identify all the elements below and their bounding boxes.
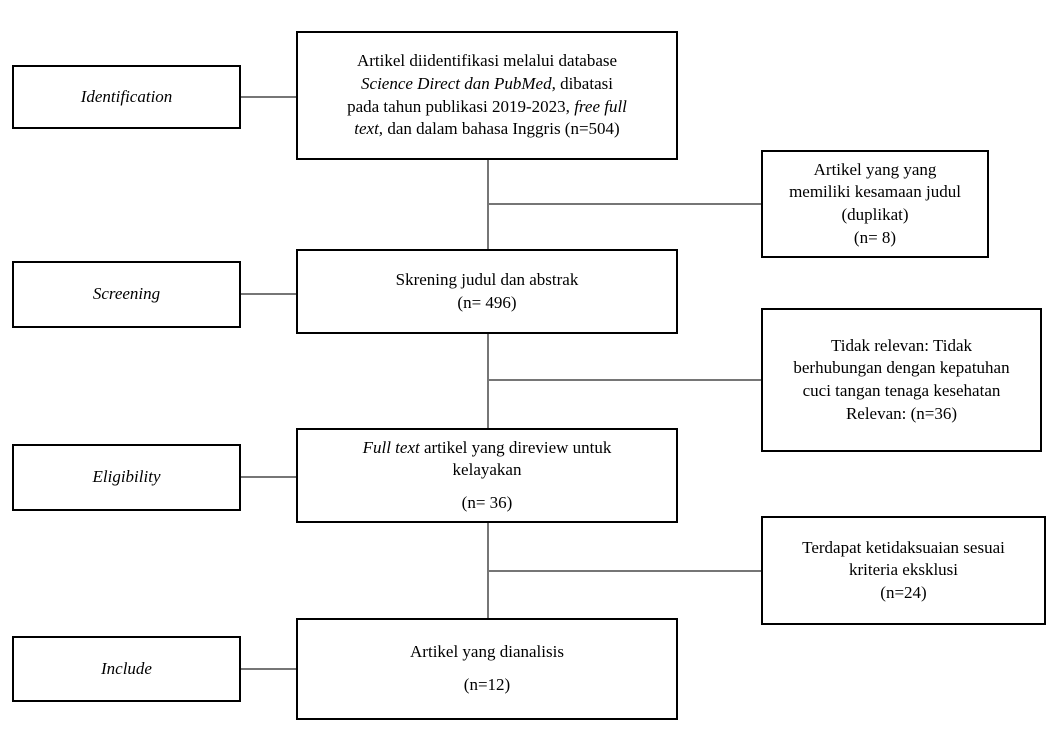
identified-line-3 [347,96,627,119]
stage-box-screening [12,261,241,328]
identified-line-2-italic: Science Direct dan PubMed, [361,73,556,93]
box-irrelevant-excluded [761,308,1042,452]
box-articles-analyzed [296,618,678,720]
connector-screened-to-fulltext [487,334,489,428]
connector-eligibility-to-center [241,476,296,478]
box-duplicates-removed [761,150,989,258]
fulltext-count: (n= 36) [461,492,513,512]
analyzed-line-1: Artikel yang dianalisis [410,642,564,662]
connector-include-to-center [241,668,296,670]
irrelevant-line-2: berhubungan dengan kepatuhan [793,358,1010,378]
irrelevant-line-3: cuci tangan tenaga kesehatan [802,381,1001,400]
stage-box-eligibility [12,444,241,511]
duplicates-line-2: memiliki kesamaan judul [789,182,961,202]
identified-line-1 [357,50,617,73]
duplicates-line-3: (duplikat) [841,205,909,224]
identified-line-1-text: Artikel diidentifikasi melalui database [356,51,618,71]
connector-identification-to-center [241,96,296,98]
connector-branch-duplicates [488,203,761,205]
exclusion-line-2: kriteria eksklusi [848,560,959,580]
connector-screening-to-center [241,293,296,295]
fulltext-line-2: kelayakan [452,460,522,480]
analyzed-count: (n=12) [463,675,511,694]
screened-line-1: Skrening judul dan abstrak [395,269,579,289]
connector-branch-exclusion [488,570,761,572]
irrelevant-line-1: Tidak relevan: Tidak [830,335,973,355]
stage-label-include: Include [101,658,152,678]
exclusion-line-1: Terdapat ketidaksuaian sesuai [802,537,1005,557]
box-exclusion-criteria [761,516,1046,625]
stage-label-eligibility: Eligibility [92,467,161,487]
identified-line-4 [354,118,619,141]
box-title-abstract-screening [296,249,678,334]
exclusion-count: (n=24) [880,582,927,602]
identified-line-3-italic: free full [574,96,627,116]
identified-line-2 [361,73,613,96]
stage-box-identification [12,65,241,129]
screened-count: (n= 496) [457,292,517,312]
box-articles-identified [296,31,678,160]
stage-label-screening: Screening [92,284,161,304]
box-fulltext-review [296,428,678,523]
stage-box-include [12,636,241,702]
duplicates-count: (n= 8) [853,227,897,247]
fulltext-line-1 [363,437,612,460]
identified-line-4-rest: dan dalam bahasa Inggris (n=504) [383,119,620,139]
irrelevant-line-4: Relevan: (n=36) [845,403,958,423]
fulltext-line-1-italic: Full text [362,437,420,457]
identified-line-3-rest: pada tahun publikasi 2019-2023, [347,96,575,116]
identified-line-2-rest: dibatasi [555,73,613,93]
connector-branch-irrelevant [488,379,761,381]
stage-label-identification: Identification [80,86,173,106]
fulltext-line-1-rest: artikel yang direview untuk [419,437,612,457]
duplicates-line-1: Artikel yang yang [813,159,937,179]
identified-line-4-italic: text, [354,119,384,139]
